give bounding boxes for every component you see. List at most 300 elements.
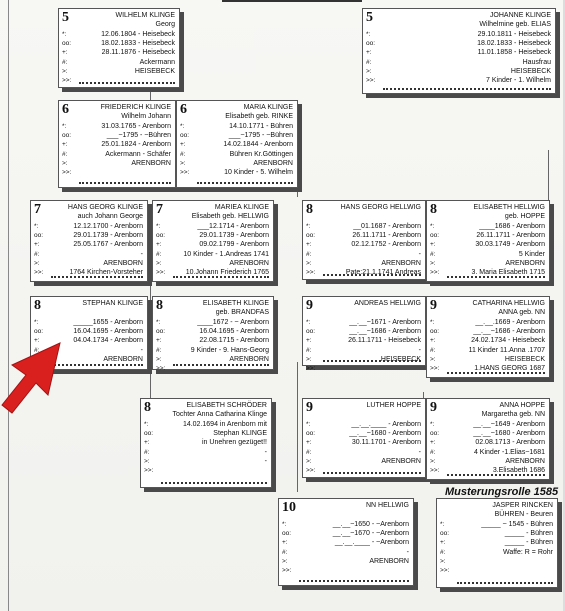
data-row — [279, 548, 413, 557]
person-card — [426, 296, 550, 378]
name-line: MARIEA KLINGE — [214, 204, 269, 211]
row-value: ARENBORN — [381, 259, 421, 267]
data-row — [141, 457, 271, 466]
data-row — [427, 222, 549, 231]
data-row — [303, 250, 425, 259]
row-value: ARENBORN — [253, 159, 293, 167]
row-symbol: >: — [62, 67, 68, 75]
data-row — [363, 39, 555, 48]
data-row — [303, 336, 425, 345]
dotted-rule — [323, 469, 421, 474]
data-row — [59, 159, 175, 168]
row-value: 25.05.1767 - Arenborn — [73, 241, 143, 249]
data-row — [427, 448, 549, 457]
row-symbol: +: — [144, 439, 150, 447]
data-row — [427, 420, 549, 429]
dotted-rule — [161, 479, 267, 484]
data-row — [31, 240, 147, 249]
name-line: ANNA HOPPE — [499, 402, 545, 409]
row-symbol: oo: — [366, 40, 376, 48]
row-symbol: #: — [156, 346, 162, 354]
row-value: ARENBORN — [103, 355, 143, 363]
musterungsrolle-heading: Musterungsrolle 1585 — [445, 486, 559, 498]
name-line: ANDREAS HELLWIG — [354, 300, 421, 307]
person-name — [479, 11, 551, 29]
name-line: ELISABETH SCHRÖDER — [186, 402, 267, 409]
data-row — [59, 150, 175, 159]
data-row — [427, 259, 549, 268]
data-row — [141, 420, 271, 429]
data-row — [363, 48, 555, 57]
row-value: __.__~1649 - Arenborn — [473, 421, 545, 428]
generation-number: 5 — [62, 10, 69, 25]
name-line: FRIEDERICH KLINGE — [100, 104, 171, 111]
row-symbol: oo: — [306, 430, 316, 438]
row-symbol: #: — [430, 448, 436, 456]
dotted-rule — [51, 273, 143, 278]
data-row — [31, 231, 147, 240]
generation-number: 8 — [34, 298, 41, 313]
name-subline: auch Johann George — [77, 213, 143, 221]
row-symbol: oo: — [34, 328, 44, 336]
row-value: __.__~1686 - Arenborn — [349, 328, 421, 336]
row-value: ARENBORN — [505, 259, 545, 267]
row-symbol: >: — [144, 457, 150, 465]
row-symbol: >: — [430, 355, 436, 363]
row-value: _____ - Bühren — [504, 539, 553, 547]
row-symbol: +: — [156, 241, 162, 249]
row-value: 29.01.1739 - Arenborn — [199, 232, 269, 240]
row-symbol: *: — [440, 521, 445, 528]
row-symbol: *: — [366, 31, 371, 38]
row-value: ____1686 - Arenborn — [479, 223, 545, 230]
data-row — [437, 538, 557, 547]
row-symbol: oo: — [430, 430, 440, 438]
row-symbol: *: — [282, 521, 287, 528]
row-value: 4 Kinder -1.Elias~1681 — [473, 448, 545, 456]
row-symbol: oo: — [62, 40, 72, 48]
row-value: _____1655 - Arenborn — [73, 319, 143, 326]
row-value: 10.Johann Friederich 1765 — [185, 269, 269, 276]
row-value: 11 Kinder 11.Anna .1707 — [468, 346, 545, 354]
name-subline: Wilhelmine geb. ELIAS — [479, 21, 551, 29]
row-value: ____1672 - ~ Arenborn — [197, 319, 269, 326]
row-symbol: +: — [34, 241, 40, 249]
row-value: Ackermann — [139, 58, 175, 66]
person-card — [302, 296, 426, 372]
row-symbol: >: — [366, 67, 372, 75]
person-card — [58, 8, 180, 88]
row-symbol: >>: — [430, 467, 440, 474]
row-symbol: >: — [34, 259, 40, 267]
data-row — [303, 429, 425, 438]
row-value: __.__~1670 - ~Arenborn — [332, 530, 409, 538]
row-symbol: +: — [430, 439, 436, 447]
data-row — [177, 131, 297, 140]
data-row — [303, 457, 425, 466]
person-name — [68, 203, 143, 221]
data-row — [303, 448, 425, 457]
row-value: 30.11.1701 - Arenborn — [351, 439, 421, 447]
person-name — [203, 299, 269, 317]
data-row — [427, 231, 549, 240]
row-value: 29.01.1739 - Arenborn — [73, 232, 143, 240]
name-subline: Margaretha geb. NN — [481, 411, 545, 419]
row-value: ARENBORN — [381, 457, 421, 465]
dotted-rule — [197, 179, 293, 184]
row-value: - — [140, 250, 143, 258]
row-symbol: >>: — [306, 269, 316, 276]
row-value: 26.11.1711 - Arenborn — [352, 232, 421, 240]
row-value: ___~1795 - ~Bühren — [228, 132, 293, 140]
row-value: 1764 Kirchen-Vorsteher — [69, 269, 143, 276]
row-value: - — [418, 346, 421, 354]
row-symbol: +: — [156, 337, 162, 345]
row-value: 22.08.1715 - Arenborn — [199, 337, 269, 345]
connector — [150, 90, 151, 100]
person-name — [492, 501, 553, 519]
dotted-rule — [447, 369, 545, 374]
data-row — [31, 259, 147, 268]
data-row — [427, 336, 549, 345]
person-card — [426, 200, 550, 282]
row-symbol: *: — [144, 421, 149, 428]
row-value: HEISEBECK — [134, 67, 175, 75]
row-value: 16.04.1695 - Arenborn — [73, 328, 143, 336]
data-row — [177, 122, 297, 131]
row-symbol: +: — [440, 539, 446, 547]
person-name — [354, 299, 421, 308]
row-symbol: #: — [306, 250, 312, 258]
row-symbol: >>: — [430, 365, 440, 372]
row-symbol: *: — [306, 421, 311, 428]
generation-number: 9 — [430, 400, 437, 415]
person-name — [115, 11, 175, 29]
row-symbol: >: — [282, 557, 288, 565]
name-subline: Georg — [155, 21, 175, 29]
name-line: ELISABETH HELLWIG — [473, 204, 545, 211]
row-value: __.__.1669 - Arenborn — [475, 319, 545, 326]
row-value: - — [418, 448, 421, 456]
dotted-rule — [173, 273, 269, 278]
row-value: 02.08.1713 - Arenborn — [475, 439, 545, 447]
row-value: 10 Kinder - 5. Wilhelm — [224, 169, 293, 176]
row-value: 14.02.1844 - Arenborn — [223, 141, 293, 149]
row-symbol: #: — [282, 548, 288, 556]
data-row — [437, 520, 557, 529]
name-subline: geb. BRANDFAS — [215, 309, 269, 317]
row-symbol: >: — [440, 557, 446, 565]
data-row — [437, 557, 557, 566]
row-symbol: >>: — [62, 77, 72, 84]
data-row — [59, 131, 175, 140]
red-arrow-icon — [2, 343, 62, 413]
row-value: 12.06.1804 - Heisebeck — [101, 31, 175, 38]
data-row — [427, 457, 549, 466]
row-value: - — [418, 250, 421, 258]
generation-number: 8 — [156, 298, 163, 313]
data-row — [141, 438, 271, 447]
row-value: ARENBORN — [131, 159, 171, 167]
row-symbol: #: — [430, 250, 436, 258]
row-symbol: oo: — [156, 328, 166, 336]
row-value: __.__~1671 - Arenborn — [349, 319, 421, 326]
row-symbol: oo: — [180, 132, 190, 140]
name-subline: Wilhelm Johann — [121, 113, 171, 121]
row-value: __.__~1680 - Arenborn — [349, 430, 421, 438]
row-symbol: #: — [62, 150, 68, 158]
generation-number: 9 — [306, 298, 313, 313]
generation-number: 6 — [62, 102, 69, 117]
row-symbol: #: — [144, 448, 150, 456]
row-symbol: oo: — [62, 132, 72, 140]
row-value: 26.11.1711 - Arenborn — [476, 232, 545, 240]
data-row — [279, 538, 413, 547]
generation-number: 10 — [282, 500, 296, 515]
person-card — [302, 398, 426, 478]
row-symbol: *: — [156, 319, 161, 326]
row-symbol: +: — [306, 439, 312, 447]
name-line: CATHARINA HELLWIG — [472, 300, 545, 307]
row-value: - — [264, 448, 267, 456]
connector — [8, 0, 9, 611]
row-value: 09.02.1799 - Arenborn — [199, 241, 269, 249]
data-row — [363, 76, 555, 85]
data-row — [303, 231, 425, 240]
person-card — [58, 100, 176, 188]
row-value: Stephan KLINGE — [213, 430, 267, 438]
row-symbol: +: — [306, 241, 312, 249]
row-value: __.__.____ - Arenborn — [351, 421, 421, 428]
row-value: 12.12.1700 - Arenborn — [73, 223, 143, 230]
row-symbol: +: — [306, 337, 312, 345]
name-subline: Elisabeth geb. HELLWIG — [191, 213, 269, 221]
row-symbol: >: — [306, 355, 312, 363]
row-symbol: >>: — [282, 567, 292, 574]
person-name — [366, 501, 409, 510]
name-line: STEPHAN KLINGE — [82, 300, 143, 307]
person-name — [82, 299, 143, 308]
row-symbol: *: — [34, 319, 39, 326]
row-symbol: +: — [62, 49, 68, 57]
person-card — [302, 200, 426, 280]
row-symbol: oo: — [430, 232, 440, 240]
data-row — [153, 250, 273, 259]
name-line: HANS GEORG HELLWIG — [340, 204, 421, 211]
row-value: 3.Elisabeth 1686 — [492, 467, 545, 474]
data-row — [437, 529, 557, 538]
connector — [150, 280, 151, 300]
data-row — [303, 318, 425, 327]
row-symbol: +: — [366, 49, 372, 57]
data-row — [153, 336, 273, 345]
name-subline: ANNA geb. NN — [498, 309, 545, 317]
row-symbol: >>: — [306, 365, 316, 372]
row-value: ARENBORN — [505, 457, 545, 465]
data-row — [31, 222, 147, 231]
row-value: 31.03.1765 - Arenborn — [101, 123, 171, 130]
row-value: - — [406, 548, 409, 556]
row-value: ARENBORN — [229, 355, 269, 363]
data-row — [59, 168, 175, 177]
row-value: 14.10.1771 - Bühren — [229, 123, 293, 130]
data-row — [363, 58, 555, 67]
row-value: 3. Maria Elisabeth 1715 — [471, 269, 545, 276]
person-name — [341, 203, 421, 212]
data-row — [31, 327, 147, 336]
row-symbol: >>: — [156, 365, 166, 372]
row-symbol: +: — [34, 337, 40, 345]
data-row — [303, 259, 425, 268]
row-symbol: oo: — [282, 530, 292, 538]
data-row — [59, 30, 179, 39]
row-symbol: #: — [306, 346, 312, 354]
name-line: HANS GEORG KLINGE — [67, 204, 143, 211]
person-name — [192, 203, 269, 221]
row-symbol: *: — [306, 223, 311, 230]
person-name — [367, 401, 421, 410]
row-symbol: >: — [430, 259, 436, 267]
data-row — [153, 318, 273, 327]
data-row — [59, 122, 175, 131]
row-symbol: >>: — [34, 269, 44, 276]
row-value: Waffe: R = Rohr — [503, 548, 553, 556]
name-subline: Elisabeth geb. RINKE — [225, 113, 293, 121]
person-card — [362, 8, 556, 94]
row-value: 11.01.1858 - Heisebeck — [477, 49, 551, 57]
generation-number: 8 — [430, 202, 437, 217]
name-line: ELISABETH KLINGE — [202, 300, 269, 307]
data-row — [177, 159, 297, 168]
row-symbol: >>: — [366, 77, 376, 84]
data-row — [437, 566, 557, 575]
row-value: 24.02.1734 - Heisebeck — [471, 337, 545, 345]
row-symbol: +: — [282, 539, 288, 547]
name-subline: geb. HOPPE — [504, 213, 545, 221]
row-symbol: *: — [430, 319, 435, 326]
row-value: Pate:21.1.1741 Andreas — [345, 269, 421, 276]
data-row — [153, 346, 273, 355]
data-row — [177, 168, 297, 177]
row-value: 30.03.1749 - Arenborn — [475, 241, 545, 249]
data-row — [141, 429, 271, 438]
dotted-rule — [173, 361, 269, 366]
row-value: __01.1687 - Arenborn — [353, 223, 421, 230]
row-symbol: *: — [430, 421, 435, 428]
row-value: HEISEBECK — [380, 355, 421, 363]
name-subline: Tochter Anna Catharina Klinge — [172, 411, 267, 419]
data-row — [59, 39, 179, 48]
data-row — [427, 429, 549, 438]
data-row — [279, 529, 413, 538]
data-row — [427, 240, 549, 249]
row-value: 02.12.1752 - Arenborn — [351, 241, 421, 249]
person-card — [152, 200, 274, 282]
person-name — [482, 401, 545, 419]
row-value: _____ - Bühren — [504, 530, 553, 538]
name-line: JASPER RINCKEN — [492, 502, 553, 509]
row-symbol: >>: — [440, 567, 450, 574]
person-name — [225, 103, 293, 121]
row-value: HEISEBECK — [504, 355, 545, 363]
row-symbol: >: — [62, 159, 68, 167]
data-row — [437, 548, 557, 557]
person-card — [278, 498, 414, 586]
data-row — [59, 67, 179, 76]
row-symbol: *: — [306, 319, 311, 326]
row-value: __.__~1686 - Arenborn — [473, 328, 545, 336]
row-symbol: #: — [366, 58, 372, 66]
person-card — [436, 498, 558, 588]
row-symbol: #: — [156, 250, 162, 258]
row-value: 28.11.1876 - Heisebeck — [101, 49, 175, 57]
data-row — [153, 240, 273, 249]
row-value: 14.02.1694 in Arenborn mit — [182, 421, 267, 428]
row-value: ARENBORN — [103, 259, 143, 267]
row-symbol: #: — [62, 58, 68, 66]
row-symbol: >>: — [180, 169, 190, 176]
name-line: NN HELLWIG — [365, 502, 409, 509]
generation-number: 8 — [306, 202, 313, 217]
data-row — [153, 231, 273, 240]
row-symbol: *: — [156, 223, 161, 230]
row-value: ARENBORN — [369, 557, 409, 565]
row-symbol: oo: — [34, 232, 44, 240]
data-row — [59, 140, 175, 149]
row-symbol: >: — [306, 259, 312, 267]
data-row — [153, 222, 273, 231]
data-row — [303, 438, 425, 447]
data-row — [363, 67, 555, 76]
name-line: JOHANNE KLINGE — [489, 12, 551, 19]
row-symbol: +: — [430, 241, 436, 249]
row-value: 10 Kinder - 1.Andreas 1741 — [183, 250, 269, 258]
row-value: 29.10.1811 - Heisebeck — [477, 31, 551, 38]
row-value: 7 Kinder - 1. Wilhelm — [486, 77, 551, 84]
data-row — [303, 327, 425, 336]
row-value: __.__~1680 - Arenborn — [473, 430, 545, 438]
generation-number: 7 — [34, 202, 41, 217]
row-value: Ackermann - Schäfer — [105, 150, 171, 158]
row-symbol: >: — [156, 259, 162, 267]
data-row — [141, 466, 271, 475]
data-row — [427, 250, 549, 259]
row-value: Bühren Kr.Göttingen — [229, 150, 293, 158]
data-row — [303, 240, 425, 249]
row-value: 04.04.1734 - Arenborn — [73, 337, 143, 345]
row-value: ARENBORN — [229, 259, 269, 267]
row-symbol: +: — [180, 141, 186, 149]
row-value: 18.02.1833 - Heisebeck — [477, 40, 551, 48]
name-line: MARIA KLINGE — [243, 104, 293, 111]
row-symbol: >>: — [62, 169, 72, 176]
row-symbol: oo: — [306, 328, 316, 336]
row-symbol: *: — [430, 223, 435, 230]
row-symbol: +: — [430, 337, 436, 345]
row-value: 26.11.1711 - Heisebeck — [348, 337, 421, 345]
data-row — [427, 318, 549, 327]
data-row — [303, 346, 425, 355]
row-symbol: >: — [156, 355, 162, 363]
data-row — [427, 438, 549, 447]
data-row — [141, 448, 271, 457]
row-value: - — [140, 346, 143, 354]
row-symbol: #: — [440, 548, 446, 556]
row-symbol: +: — [62, 141, 68, 149]
row-symbol: oo: — [156, 232, 166, 240]
generation-number: 5 — [366, 10, 373, 25]
row-value: 1.HANS GEORG 1687 — [474, 365, 545, 372]
